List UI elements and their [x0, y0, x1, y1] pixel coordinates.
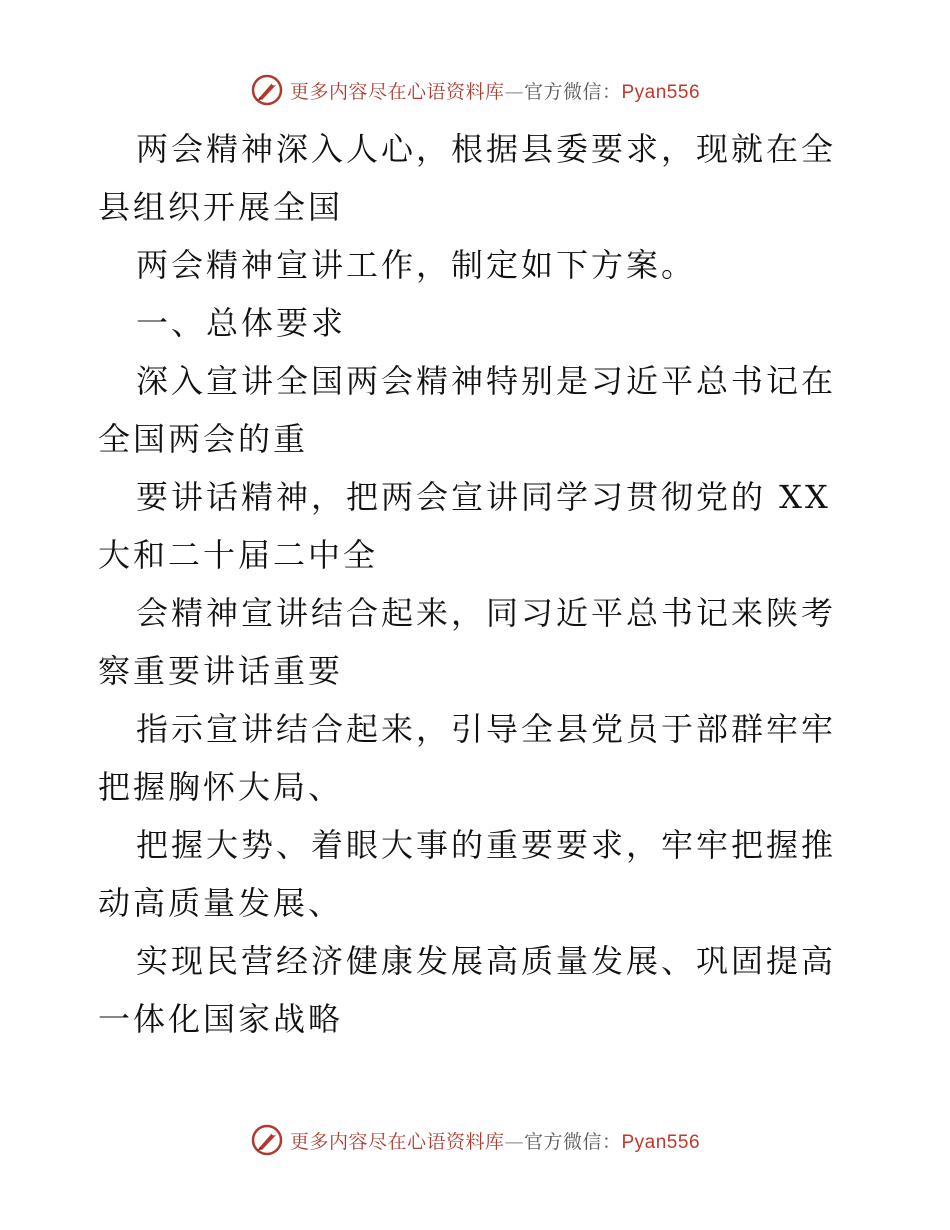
watermark-wechat-id: Pyan556: [621, 1131, 701, 1153]
watermark-text: [290, 77, 700, 104]
paragraph: 两会精神宣讲工作，制定如下方案。: [136, 246, 697, 284]
quill-pen-logo-icon: [250, 73, 284, 107]
watermark-main: 更多内容尽在心语资料库: [289, 80, 505, 103]
paragraph: 会精神宣讲结合起来，同习近平总书记来陕考察重要讲话重要: [98, 594, 837, 690]
paragraph: 把握大势、着眼大事的重要要求，牢牢把握推动高质量发展、: [98, 826, 837, 922]
paragraph: 实现民营经济健康发展高质量发展、巩固提高一体化国家战略: [98, 942, 837, 1038]
footer-watermark: [0, 1120, 950, 1160]
document-body: [98, 120, 858, 1048]
quill-pen-logo-icon: [250, 1123, 284, 1157]
watermark-text: [290, 1127, 700, 1154]
header-watermark: [0, 70, 950, 110]
paragraph: 指示宣讲结合起来，引导全县党员于部群牢牢把握胸怀大局、: [98, 710, 837, 806]
watermark-separator: —: [504, 1130, 524, 1153]
paragraph: 要讲话精神，把两会宣讲同学习贯彻党的 XX 大和二十届二中全: [98, 478, 831, 574]
watermark-official: 官方微信：: [523, 1130, 622, 1153]
watermark-main: 更多内容尽在心语资料库: [289, 1130, 505, 1153]
paragraph: 深入宣讲全国两会精神特别是习近平总书记在全国两会的重: [98, 362, 837, 458]
watermark-separator: —: [504, 80, 524, 103]
watermark-wechat-id: Pyan556: [621, 81, 701, 103]
section-heading: 一、总体要求: [136, 304, 347, 342]
paragraph: 两会精神深入人心，根据县委要求，现就在全县组织开展全国: [98, 130, 837, 226]
watermark-official: 官方微信：: [523, 80, 622, 103]
